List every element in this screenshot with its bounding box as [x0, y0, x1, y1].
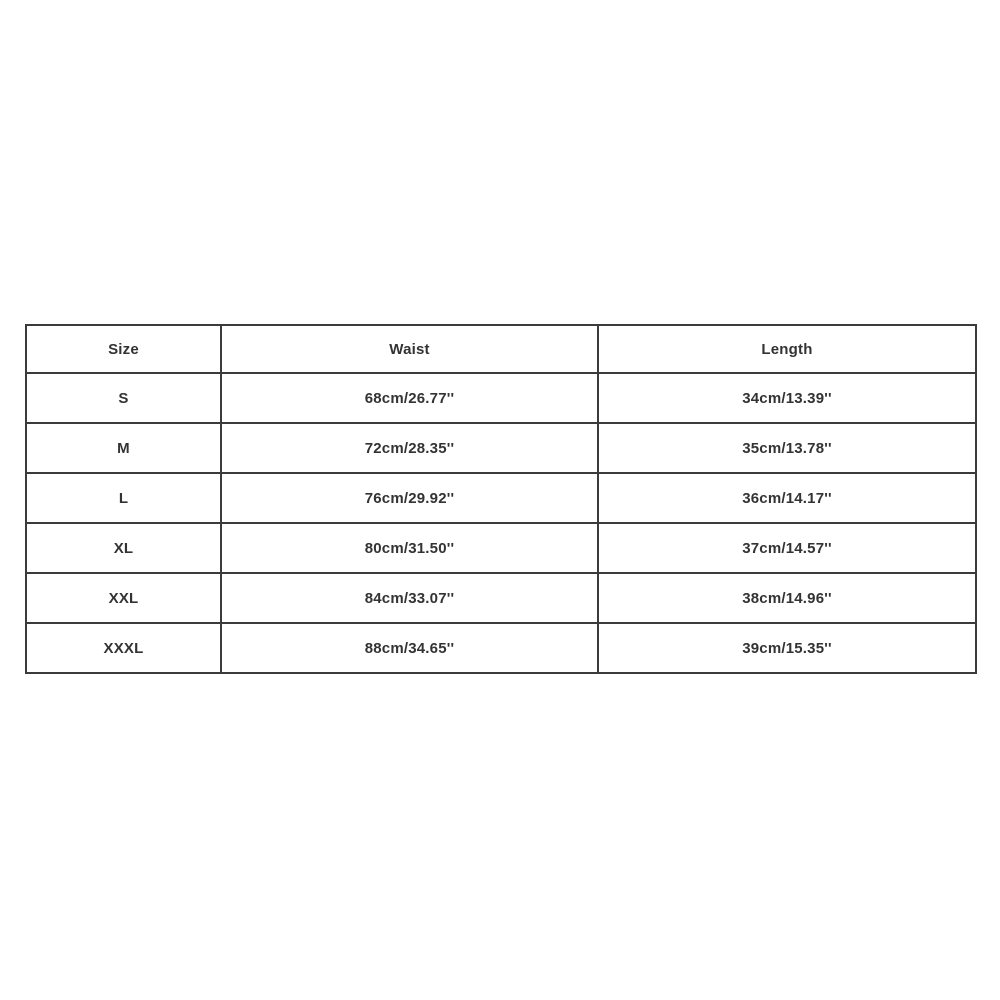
cell-waist: 76cm/29.92'' [221, 473, 598, 523]
cell-length: 35cm/13.78'' [598, 423, 976, 473]
table-row-m [26, 423, 976, 473]
cell-size: XXL [26, 573, 221, 623]
table-row-l [26, 473, 976, 523]
table-row-xxl [26, 573, 976, 623]
table-row-xl [26, 523, 976, 573]
cell-length: 36cm/14.17'' [598, 473, 976, 523]
column-header-size: Size [26, 325, 221, 373]
column-header-length: Length [598, 325, 976, 373]
cell-length: 37cm/14.57'' [598, 523, 976, 573]
size-chart [25, 324, 975, 674]
cell-length: 34cm/13.39'' [598, 373, 976, 423]
cell-waist: 84cm/33.07'' [221, 573, 598, 623]
cell-length: 38cm/14.96'' [598, 573, 976, 623]
cell-size: L [26, 473, 221, 523]
table-row-s [26, 373, 976, 423]
cell-size: XL [26, 523, 221, 573]
cell-waist: 88cm/34.65'' [221, 623, 598, 673]
cell-waist: 68cm/26.77'' [221, 373, 598, 423]
cell-waist: 80cm/31.50'' [221, 523, 598, 573]
cell-size: M [26, 423, 221, 473]
size-chart-table [25, 324, 977, 674]
cell-length: 39cm/15.35'' [598, 623, 976, 673]
column-header-waist: Waist [221, 325, 598, 373]
header-row [26, 325, 976, 373]
cell-size: XXXL [26, 623, 221, 673]
cell-waist: 72cm/28.35'' [221, 423, 598, 473]
cell-size: S [26, 373, 221, 423]
table-row-xxxl [26, 623, 976, 673]
